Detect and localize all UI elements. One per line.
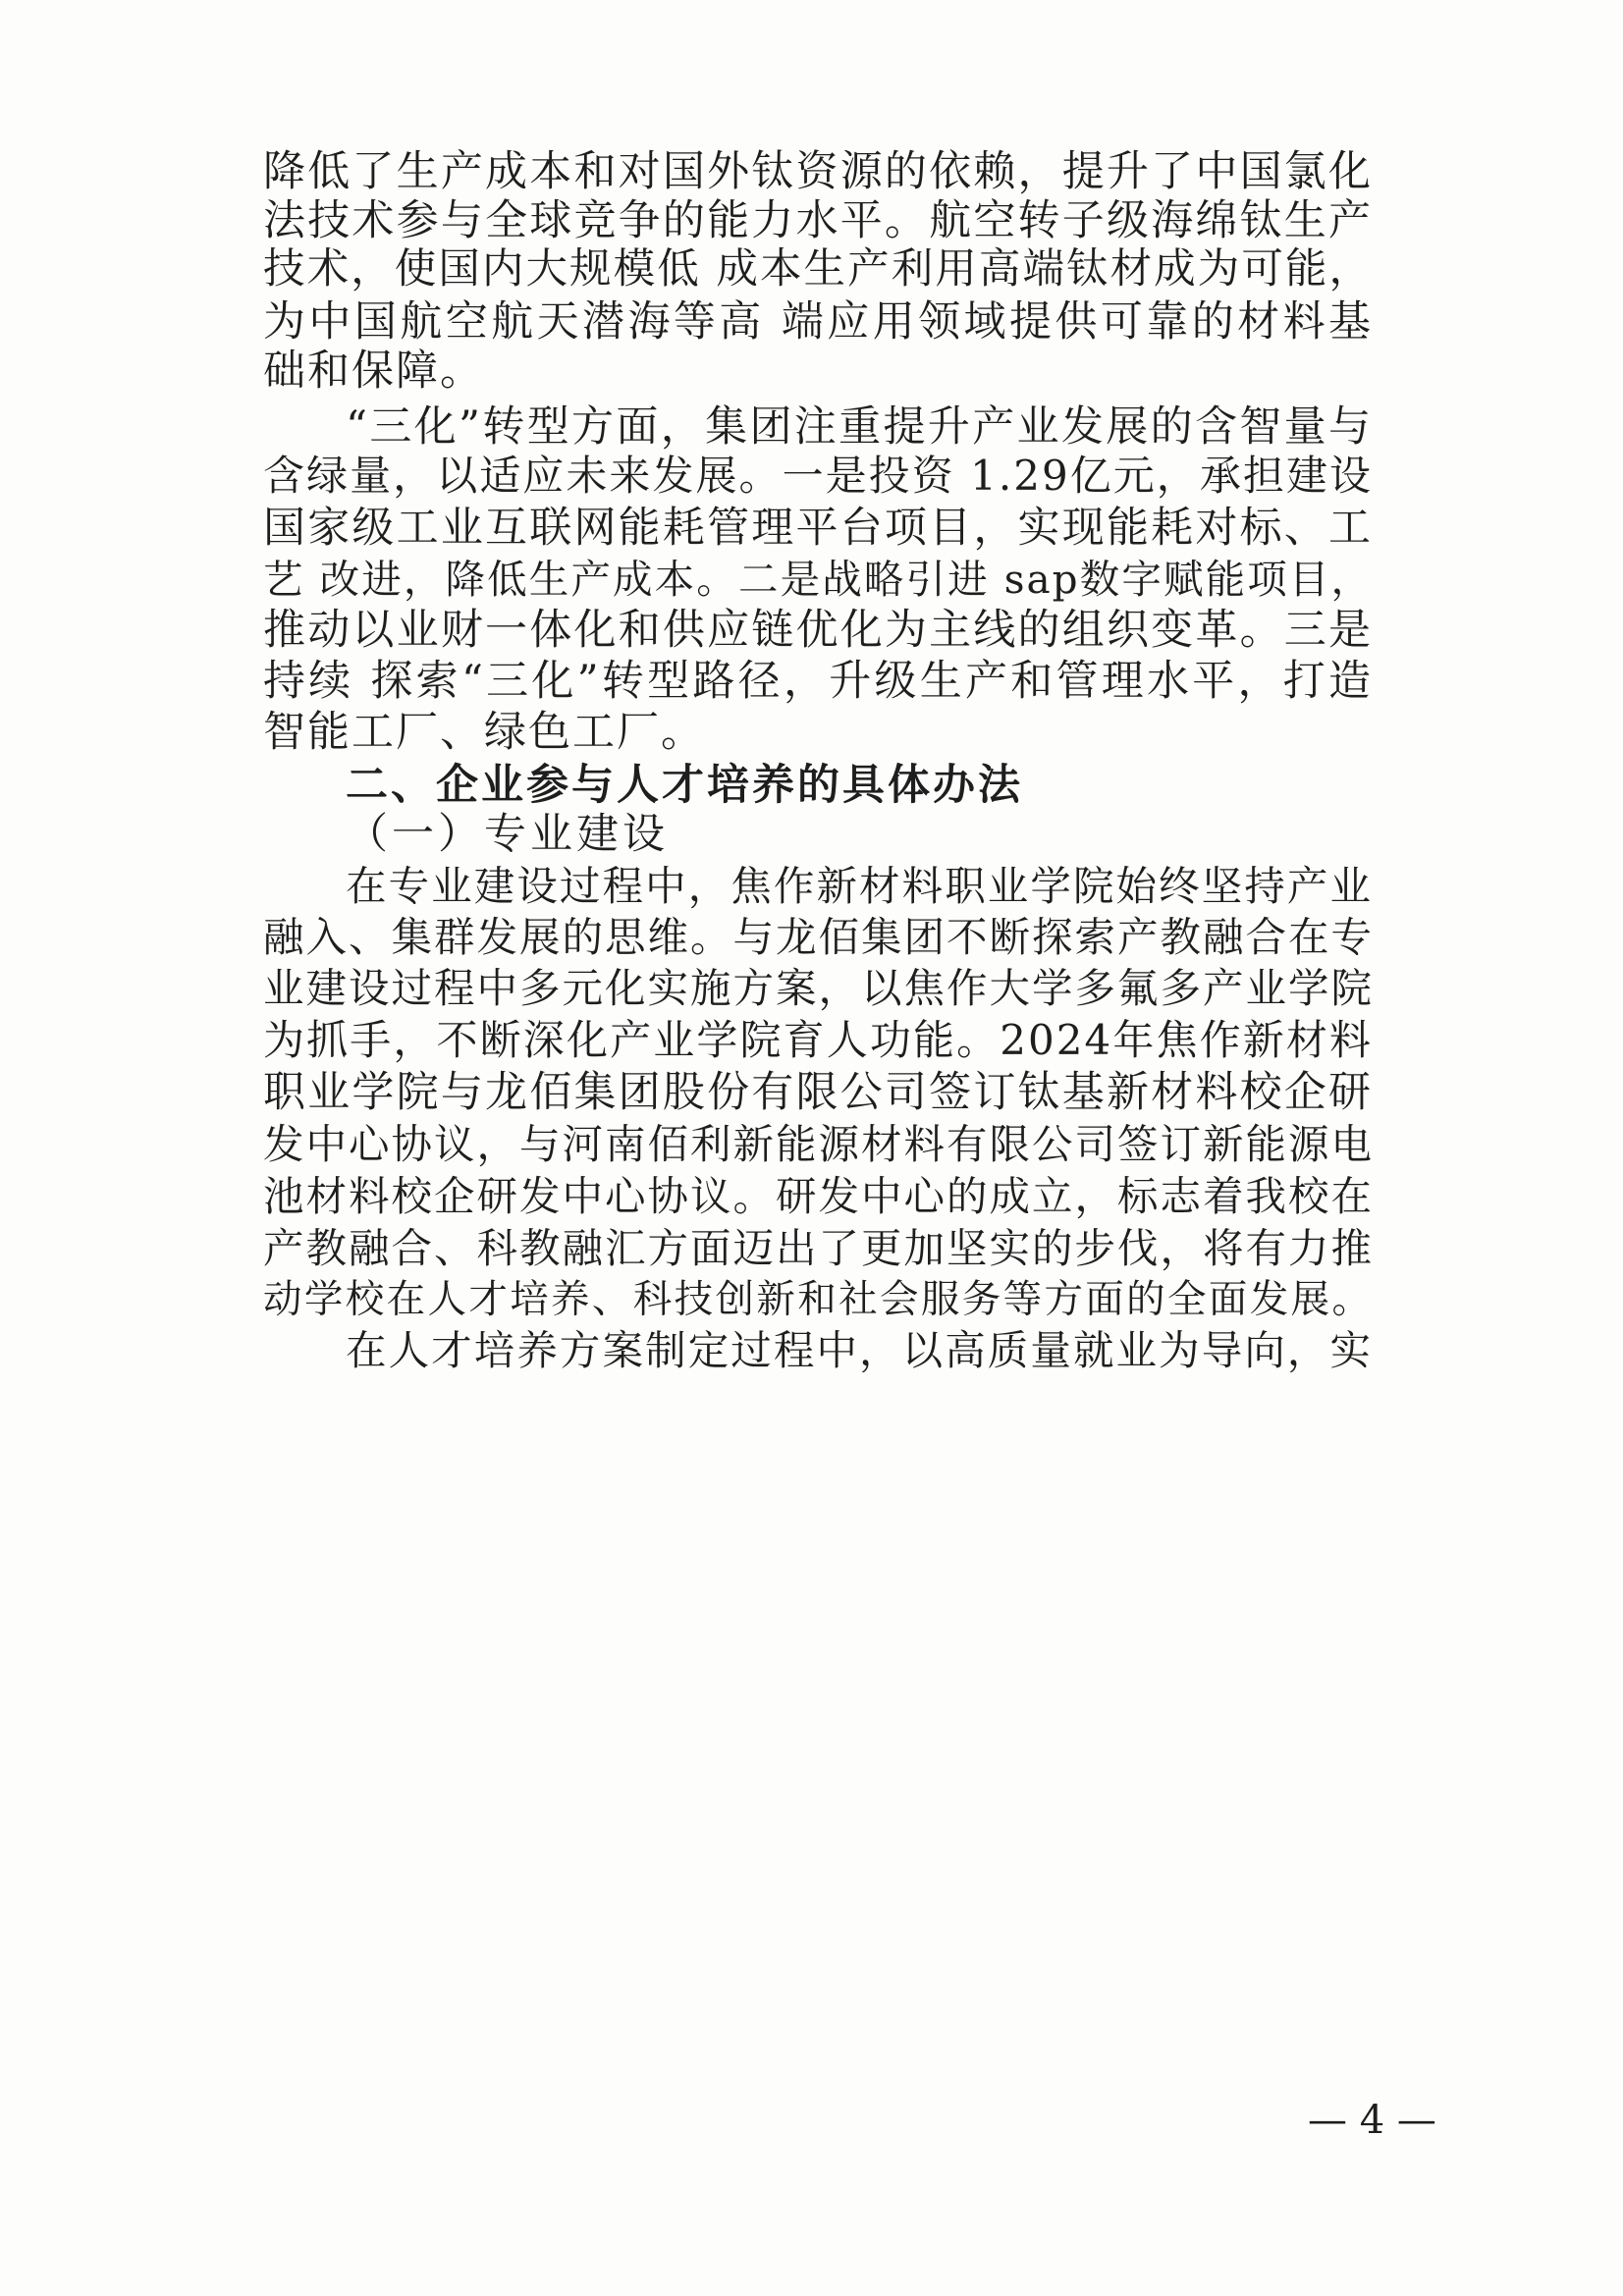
paragraph-2-line-5: 推动以业财一体化和供应链优化为主线的组织变革。三是 [263, 606, 1373, 655]
paragraph-2-line-7: 智能工厂、绿色工厂。 [263, 708, 705, 757]
paragraph-3-line-7: 池材料校企研发中心协议。研发中心的成立，标志着我校在 [263, 1172, 1375, 1220]
paragraph-1-line-2: 法技术参与全球竞争的能力水平。航空转子级海绵钛生产 [263, 196, 1373, 245]
paragraph-3-line-3: 业建设过程中多元化实施方案，以焦作大学多氟多产业学院 [263, 964, 1375, 1012]
paragraph-2-line-3: 国家级工业互联网能耗管理平台项目，实现能耗对标、工 [263, 504, 1373, 553]
paragraph-2-line-2: 含绿量，以适应未来发展。一是投资 1.29亿元，承担建设 [263, 452, 1373, 500]
paragraph-2-line-4: 艺 改进，降低生产成本。二是战略引进 sap数字赋能项目， [263, 556, 1373, 603]
paragraph-3-line-2: 融入、集群发展的思维。与龙佰集团不断探索产教融合在专 [263, 913, 1375, 961]
paragraph-2-line-1: “三化”转型方面，集团注重提升产业发展的含智量与 [346, 402, 1373, 452]
paragraph-3-line-1: 在专业建设过程中，焦作新材料职业学院始终坚持产业 [346, 862, 1373, 910]
paragraph-1-line-1: 降低了生产成本和对国外钛资源的依赖，提升了中国氯化 [263, 147, 1373, 196]
paragraph-3-line-6: 发中心协议，与河南佰利新能源材料有限公司签订新能源电 [263, 1120, 1375, 1168]
paragraph-3-line-8: 产教融合、科教融汇方面迈出了更加坚实的步伐，将有力推 [263, 1224, 1375, 1272]
page-number: — 4 — [1308, 2098, 1436, 2143]
paragraph-2-line-6: 持续 探索“三化”转型路径，升级生产和管理水平，打造 [263, 657, 1373, 706]
subsection-heading: （一）专业建设 [346, 810, 669, 859]
paragraph-3-line-9: 动学校在人才培养、科技创新和社会服务等方面的全面发展。 [263, 1277, 1373, 1322]
paragraph-1-line-3: 技术，使国内大规模低 成本生产利用高端钛材成为可能， [263, 245, 1373, 294]
section-heading: 二、企业参与人才培养的具体办法 [346, 761, 1023, 810]
paragraph-3-line-5: 职业学院与龙佰集团股份有限公司签订钛基新材料校企研 [263, 1068, 1373, 1117]
paragraph-3-line-4: 为抓手，不断深化产业学院育人功能。2024年焦作新材料 [263, 1016, 1373, 1064]
paragraph-1-line-5: 础和保障。 [263, 347, 484, 396]
paragraph-4-line-1: 在人才培养方案制定过程中，以高质量就业为导向，实 [346, 1326, 1373, 1374]
paragraph-1-line-4: 为中国航空航天潜海等高 端应用领域提供可靠的材料基 [263, 297, 1373, 347]
